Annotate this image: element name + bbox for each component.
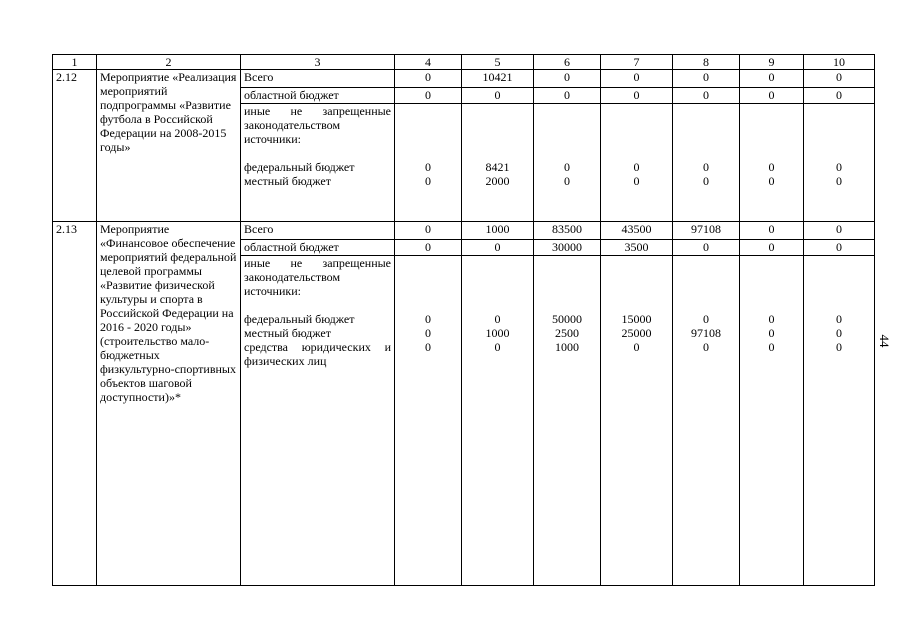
table-row <box>53 222 875 240</box>
table-cell: 43500 <box>601 222 673 240</box>
table-cell: 1000 <box>462 222 534 240</box>
source-label: федеральный бюджет <box>244 312 355 326</box>
table-cell: 0 <box>804 240 875 256</box>
table-cell: 0 0 0 <box>395 256 462 586</box>
table-cell: 0 <box>395 222 462 240</box>
header-cell: 10 <box>804 55 875 70</box>
table-cell: 0 0 <box>804 104 875 222</box>
header-cell: 3 <box>241 55 395 70</box>
table-cell: 0 0 <box>673 104 740 222</box>
source-label: Всего <box>241 222 395 240</box>
other-sources-cell <box>241 256 395 586</box>
source-label: федеральный бюджет <box>244 160 355 174</box>
table-cell: 0 <box>804 88 875 104</box>
other-sources-cell <box>241 104 395 222</box>
header-cell: 7 <box>601 55 673 70</box>
table-cell: 0 <box>673 70 740 88</box>
table-cell: 15000 25000 0 <box>601 256 673 586</box>
table-cell: 0 97108 0 <box>673 256 740 586</box>
table-cell: 0 <box>534 70 601 88</box>
other-sources-label: иные не запрещенные законодательством источники: <box>244 104 391 146</box>
row-number: 2.13 <box>53 222 97 586</box>
source-label: местный бюджет <box>244 174 331 188</box>
table-cell: 0 <box>462 88 534 104</box>
budget-table <box>52 54 875 586</box>
table-cell: 3500 <box>601 240 673 256</box>
other-sources-label: иные не запрещенные законодательством источники: <box>244 256 391 298</box>
table-cell: 30000 <box>534 240 601 256</box>
table-cell: 50000 2500 1000 <box>534 256 601 586</box>
table-cell: 0 <box>462 240 534 256</box>
table-cell: 0 0 <box>395 104 462 222</box>
source-label: областной бюджет <box>241 240 395 256</box>
table-row <box>53 70 875 88</box>
source-label: средства юридических и физических лиц <box>244 340 391 368</box>
table-cell: 0 <box>534 88 601 104</box>
table-cell: 0 0 <box>601 104 673 222</box>
table-cell: 0 <box>740 240 804 256</box>
table-cell: 0 <box>601 70 673 88</box>
header-cell: 5 <box>462 55 534 70</box>
table-cell: 0 <box>395 240 462 256</box>
table-cell: 0 <box>804 222 875 240</box>
source-label: Всего <box>241 70 395 88</box>
table-cell: 0 0 0 <box>804 256 875 586</box>
table-cell: 0 <box>740 222 804 240</box>
table-cell: 8421 2000 <box>462 104 534 222</box>
table-cell: 0 0 <box>740 104 804 222</box>
table-cell: 0 1000 0 <box>462 256 534 586</box>
table-cell: 0 <box>395 70 462 88</box>
table-cell: 10421 <box>462 70 534 88</box>
header-cell: 2 <box>97 55 241 70</box>
table-cell: 0 <box>673 88 740 104</box>
table-cell: 97108 <box>673 222 740 240</box>
table-cell: 0 <box>673 240 740 256</box>
source-label: местный бюджет <box>244 326 331 340</box>
table-cell: 0 0 0 <box>740 256 804 586</box>
header-row <box>53 55 875 70</box>
table-cell: 0 <box>804 70 875 88</box>
header-cell: 6 <box>534 55 601 70</box>
page-number: 44 <box>877 334 892 348</box>
table-cell: 0 <box>601 88 673 104</box>
source-label: областной бюджет <box>241 88 395 104</box>
table-cell: 0 <box>395 88 462 104</box>
header-cell: 4 <box>395 55 462 70</box>
header-cell: 8 <box>673 55 740 70</box>
table-cell: 0 <box>740 88 804 104</box>
row-description: Мероприятие «Реализация мероприятий подпрограммы «Развитие футбола в Российской Федерации на 2008-2015 годы» <box>97 70 241 222</box>
header-cell: 9 <box>740 55 804 70</box>
row-description: Мероприятие «Финансовое обеспечение мероприятий федеральной целевой программы «Развитие физической культуры и спорта в Российской Федерации на 2016 - 2020 годы» (строительство мало-бюджетных физкультурно-спортивных объектов шаговой доступности)»* <box>97 222 241 586</box>
table-cell: 0 0 <box>534 104 601 222</box>
table-cell: 0 <box>740 70 804 88</box>
row-number: 2.12 <box>53 70 97 222</box>
header-cell: 1 <box>53 55 97 70</box>
table-cell: 83500 <box>534 222 601 240</box>
